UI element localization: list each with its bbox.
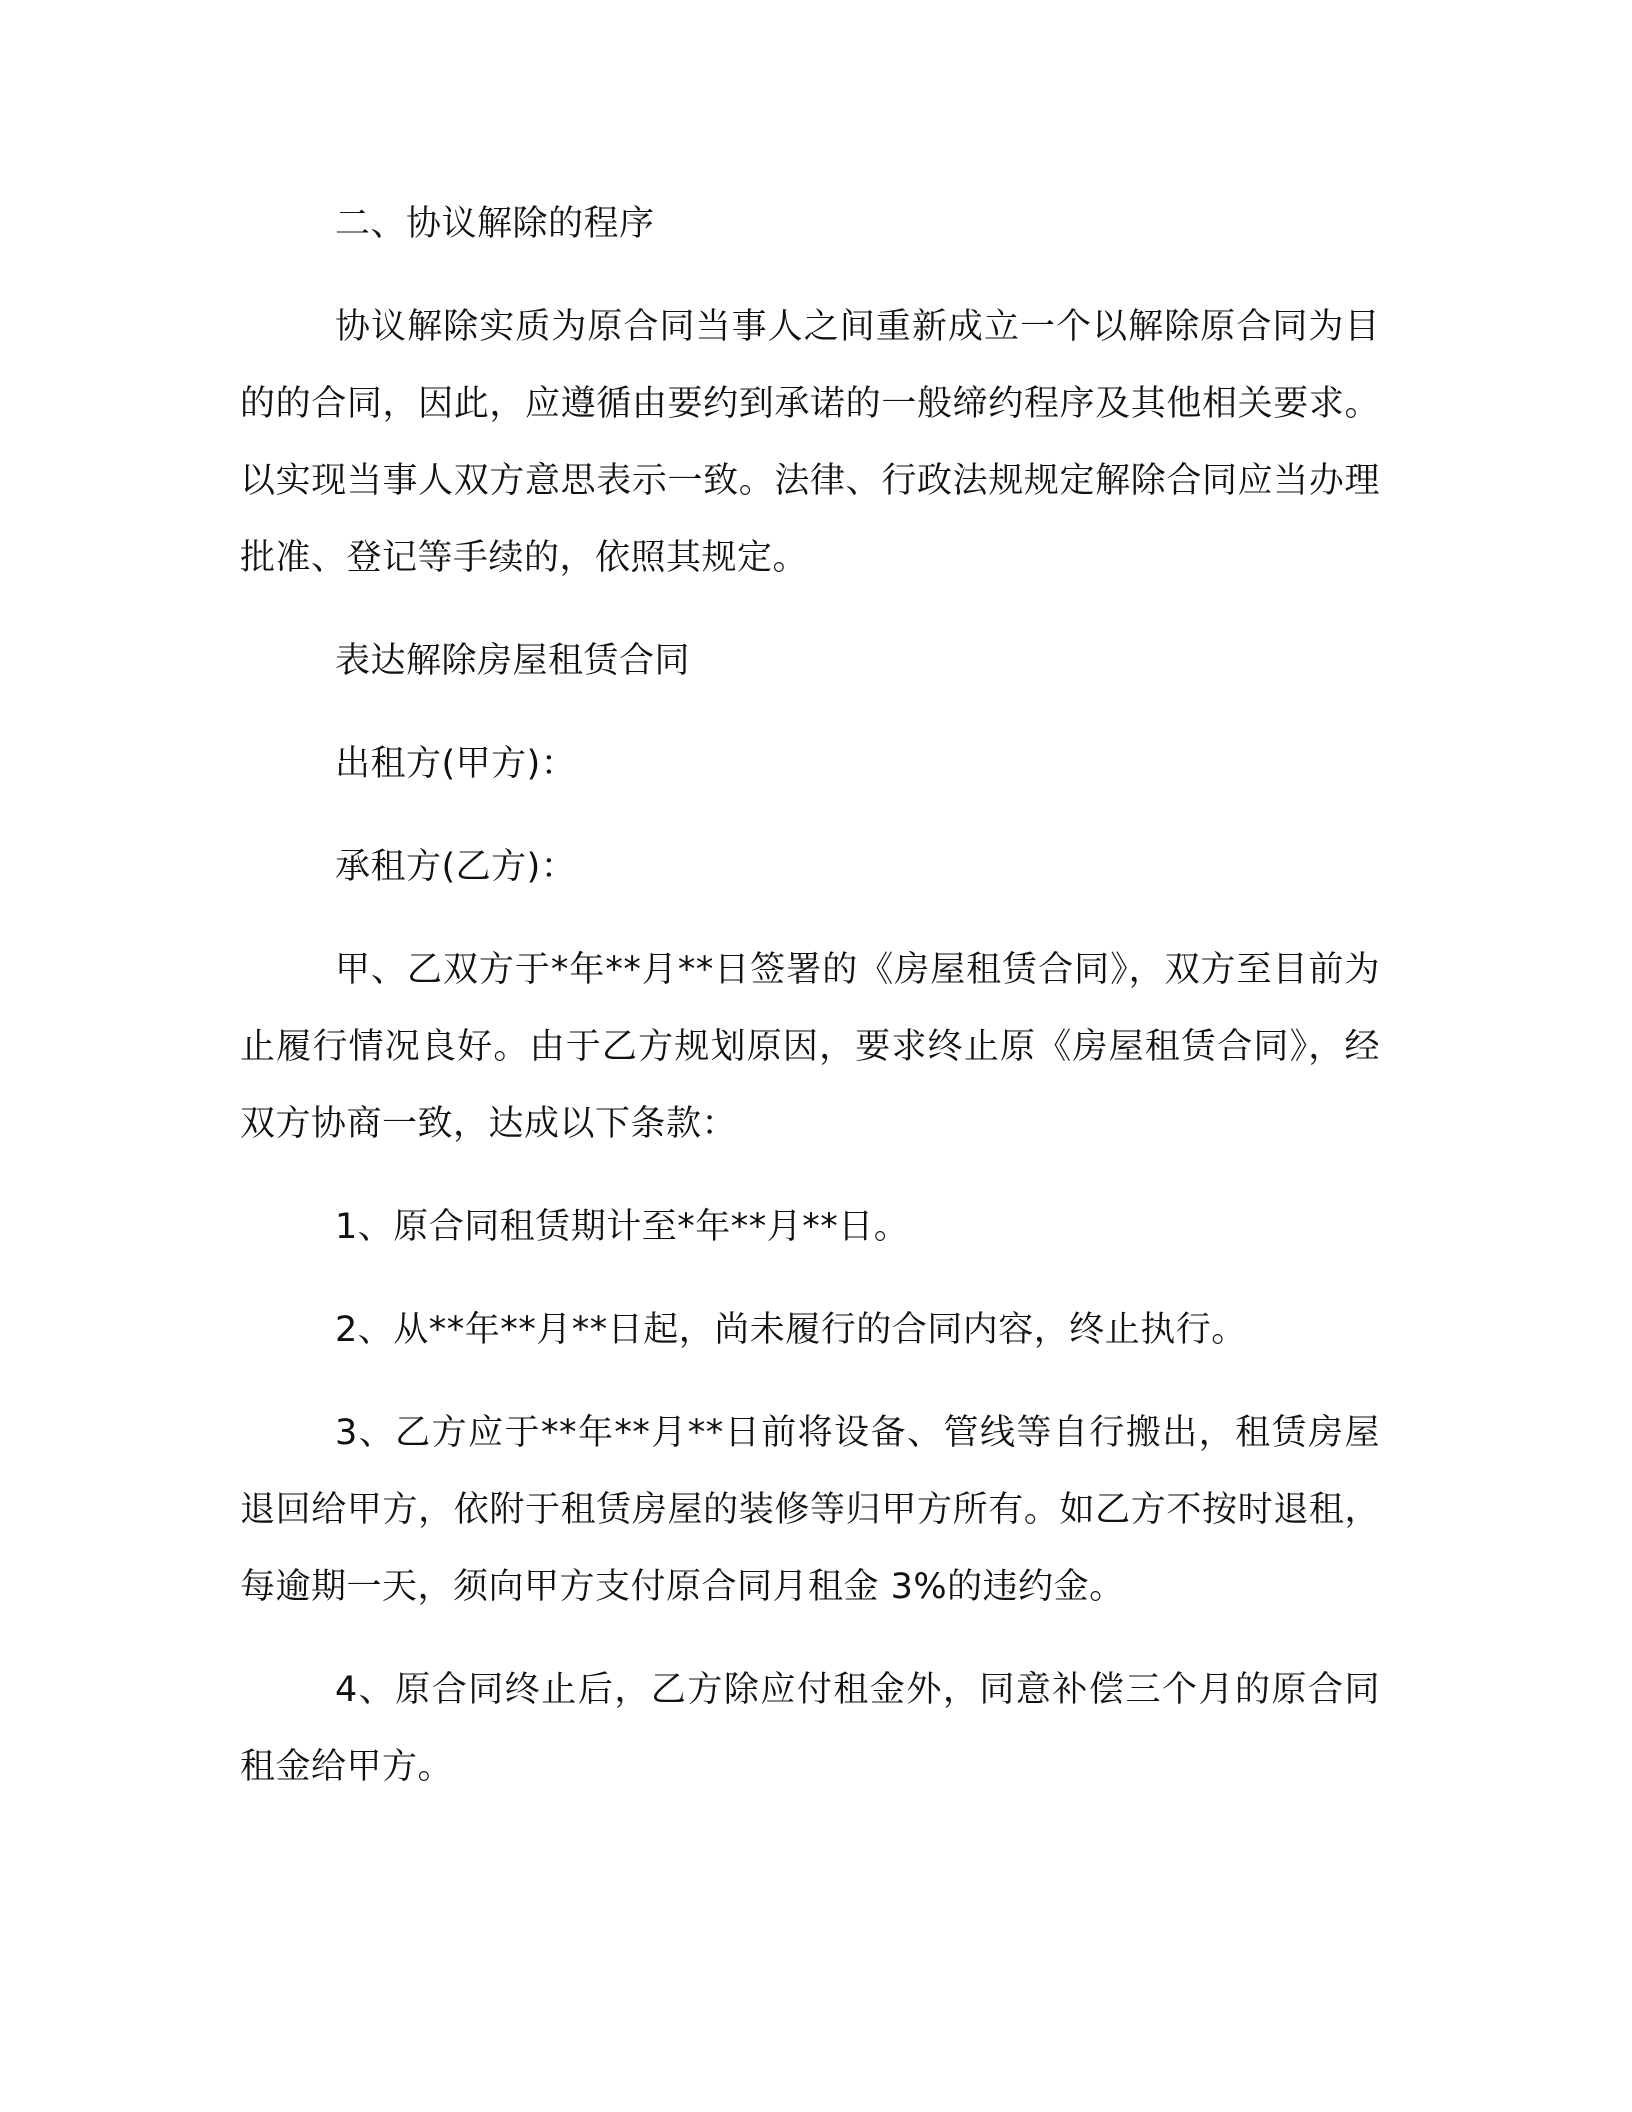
clause-4: 4、原合同终止后，乙方除应付租金外，同意补偿三个月的原合同租金给甲方。 (240, 1670, 1380, 1787)
paragraph-gap (240, 1163, 1380, 1189)
clause-2: 2、从**年**月**日起，尚未履行的合同内容，终止执行。 (335, 1310, 1247, 1350)
section-heading: 二、协议解除的程序 (335, 204, 655, 244)
clause-1: 1、原合同租赁期计至*年**月**日。 (335, 1207, 910, 1247)
paragraph-lessee: 承租方(乙方)： (335, 847, 577, 887)
paragraph-gap (240, 1266, 1380, 1292)
paragraph-gap (240, 906, 1380, 932)
paragraph-gap (240, 597, 1380, 623)
paragraph-procedure: 协议解除实质为原合同当事人之间重新成立一个以解除原合同为目的的合同，因此，应遵循由要约到承诺的一般缔约程序及其他相关要求。以实现当事人双方意思表示一致。法律、行政法规规定解除合同应当办理批准、登记等手续的，依照其规定。 (240, 307, 1380, 578)
paragraph-gap (240, 803, 1380, 829)
paragraph-lessor: 出租方(甲方)： (335, 744, 577, 784)
paragraph-gap (240, 1626, 1380, 1652)
paragraph-gap (240, 700, 1380, 726)
document-body (240, 186, 1380, 1806)
paragraph-gap (240, 263, 1380, 289)
paragraph-contract-title: 表达解除房屋租赁合同 (335, 641, 691, 681)
paragraph-gap (240, 1369, 1380, 1395)
paragraph-preamble: 甲、乙双方于*年**月**日签署的《房屋租赁合同》，双方至目前为止履行情况良好。由于乙方规划原因，要求终止原《房屋租赁合同》，经双方协商一致，达成以下条款： (240, 950, 1380, 1144)
clause-3: 3、乙方应于**年**月**日前将设备、管线等自行搬出，租赁房屋退回给甲方，依附于租赁房屋的装修等归甲方所有。如乙方不按时退租，每逾期一天，须向甲方支付原合同月租金 3%的违约金。 (240, 1413, 1380, 1607)
